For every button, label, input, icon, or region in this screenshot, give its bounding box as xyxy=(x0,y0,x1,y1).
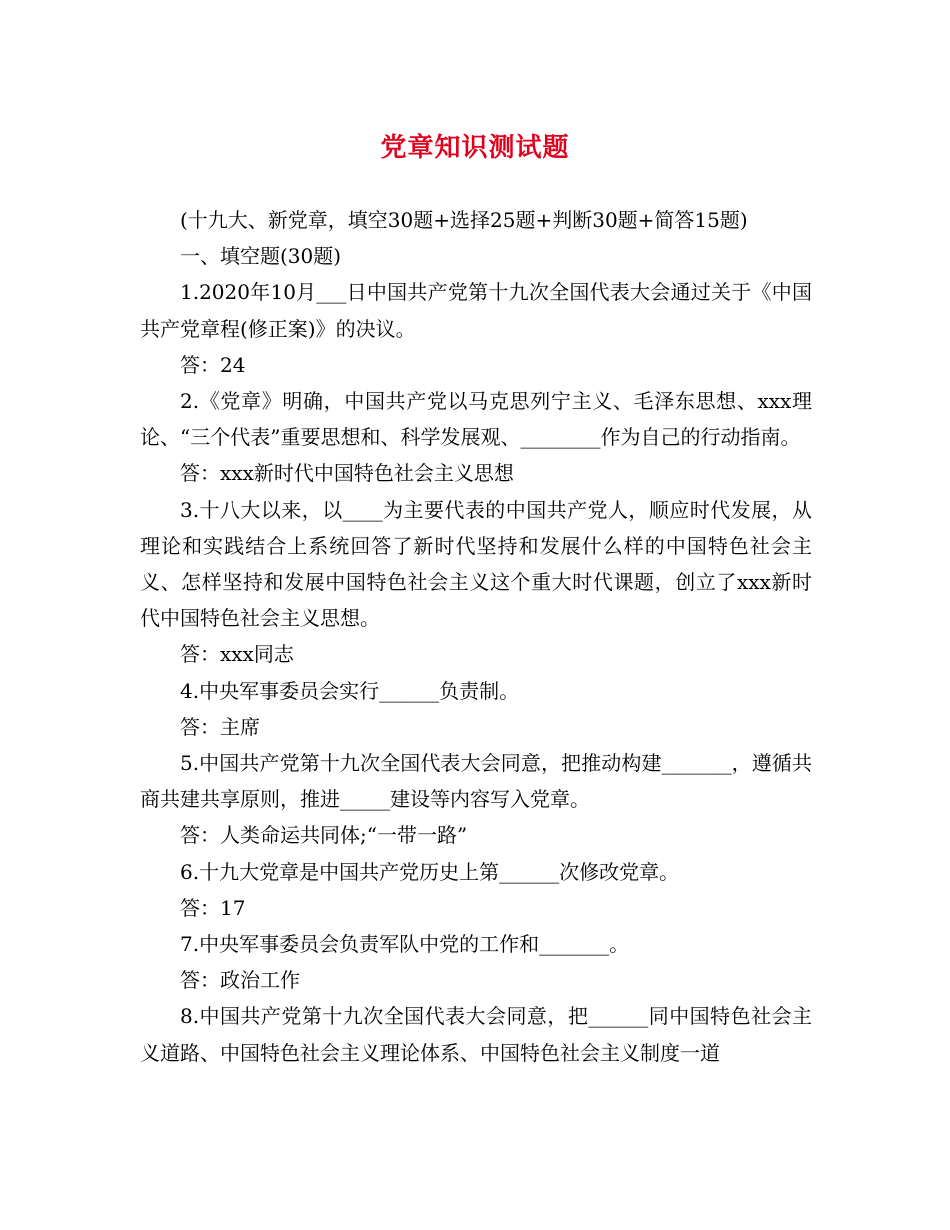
answer-text: 答：17 xyxy=(180,895,246,920)
answer-text: 答：24 xyxy=(180,352,246,377)
question-text: 3.十八大以来，以____为主要代表的中国共产党人，顺应时代发展，从理论和实践结合上系统回答了新时代坚持和发展什么样的中国特色社会主义、怎样坚持和发展中国特色社会主义这个重大时代课题，创立了xxx新时代中国特色社会主义思想。 xyxy=(140,497,812,631)
subtitle: (十九大、新党章，填空30题+选择25题+判断30题+简答15题) xyxy=(180,208,748,232)
question-text: 4.中央军事委员会实行______负责制。 xyxy=(180,678,520,703)
answer-text: 答：政治工作 xyxy=(180,968,300,993)
question-text: 7.中央军事委员会负责军队中党的工作和_______。 xyxy=(180,932,630,957)
question-text: 5.中国共产党第十九次全国代表大会同意，把推动构建_______，遵循共商共建共享原则，推进_____建设等内容写入党章。 xyxy=(140,751,812,812)
answer-text: 答：人类命运共同体;“一带一路” xyxy=(180,823,468,848)
answer-text: 答：主席 xyxy=(180,714,260,739)
answer-text: 答：xxx同志 xyxy=(180,642,294,667)
page-title: 党章知识测试题 xyxy=(380,133,570,163)
question-text: 2.《党章》明确，中国共产党以马克思列宁主义、毛泽东思想、xxx理论、“三个代表”重要思想和、科学发展观、________作为自己的行动指南。 xyxy=(140,389,812,450)
answer-text: 答：xxx新时代中国特色社会主义思想 xyxy=(180,461,514,486)
question-text: 1.2020年10月___日中国共产党第十九次全国代表大会通过关于《中国共产党章程(修正案)》的决议。 xyxy=(140,280,812,341)
document-body xyxy=(140,202,812,1071)
question-text: 8.中国共产党第十九次全国代表大会同意，把______同中国特色社会主义道路、中国特色社会主义理论体系、中国特色社会主义制度一道 xyxy=(140,1004,812,1065)
section-heading: 一、填空题(30题) xyxy=(180,244,342,269)
question-text: 6.十九大党章是中国共产党历史上第______次修改党章。 xyxy=(180,859,680,884)
